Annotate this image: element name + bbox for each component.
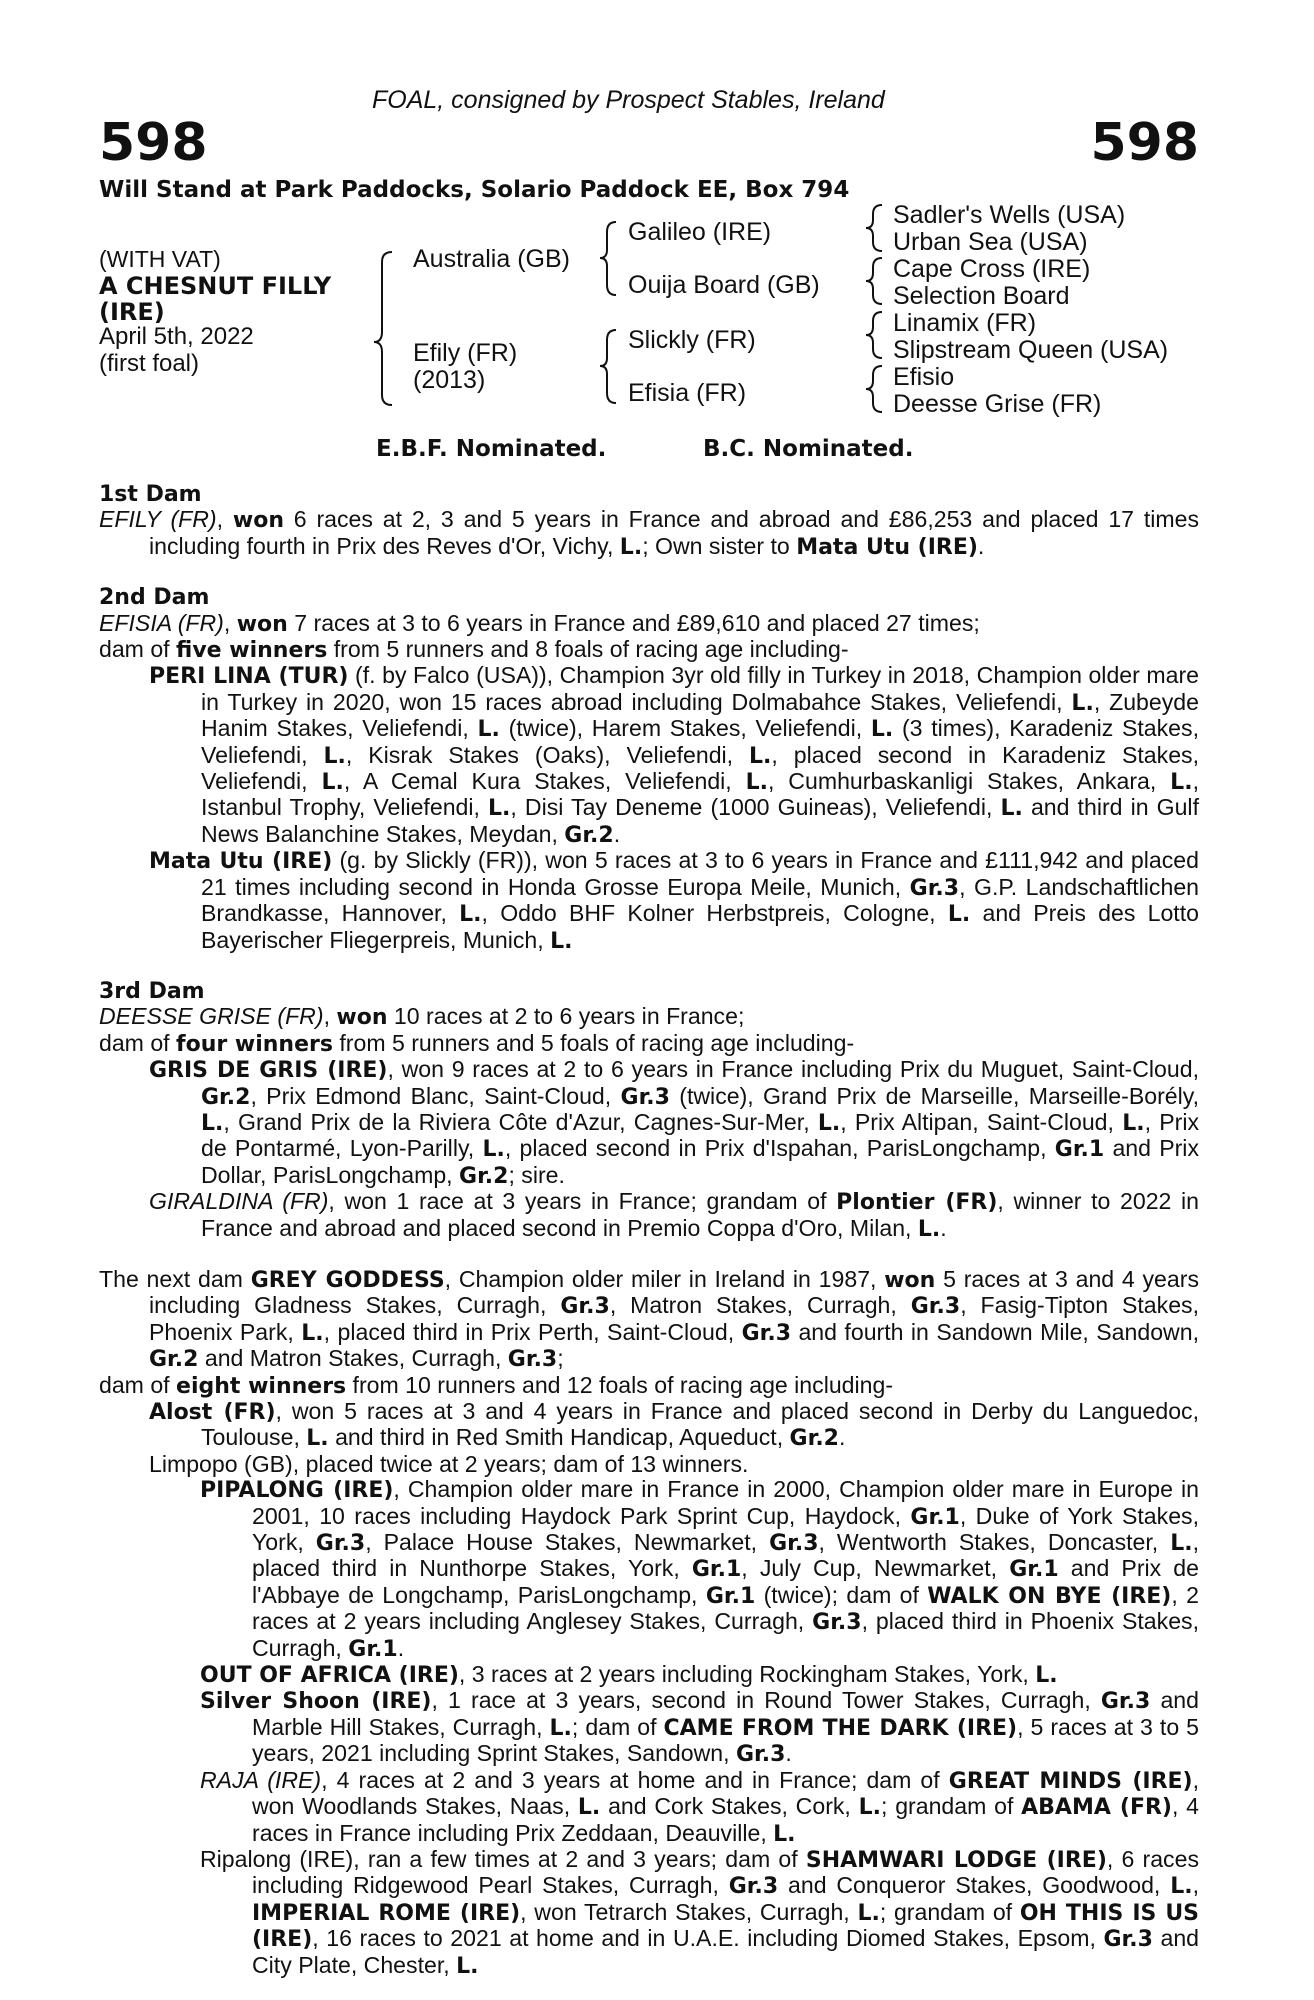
text-run: .	[785, 1740, 792, 1767]
text-run: , placed third in Nunthorpe Stakes, York,	[252, 1529, 1200, 1582]
bold-run: won	[336, 1005, 388, 1031]
dam-sire: Slickly (FR)	[628, 326, 756, 354]
text-run: , placed second in Karadeniz Stakes, Veliefendi,	[201, 741, 1200, 795]
text-run: , G.P. Landschaftlichen Brandkasse, Hannover,	[201, 873, 1200, 927]
bold-run: five winners	[176, 638, 328, 664]
italic-run: DEESSE GRISE (FR)	[99, 1003, 324, 1030]
foal-note: (first foal)	[99, 350, 200, 377]
bold-run: L.	[1170, 770, 1193, 796]
sire: Australia (GB)	[413, 245, 570, 273]
text-run: and Conqueror Stakes, Goodwood,	[778, 1872, 1171, 1899]
bold-run: CAME FROM THE DARK (IRE)	[663, 1715, 1018, 1741]
sire-dam: Ouija Board (GB)	[628, 271, 820, 299]
text-run: dam of	[99, 1029, 177, 1056]
bold-run: Gr.1	[1054, 1137, 1105, 1163]
vat-note: (WITH VAT)	[99, 246, 221, 272]
text-run: ; dam of	[571, 1713, 664, 1740]
text-run: ,	[216, 506, 233, 533]
dam-foaling-year: (2013)	[413, 366, 486, 394]
text-run: 7 races at 3 to 6 years in France and £89,610 and placed 27 times;	[287, 609, 980, 636]
text-run: and City Plate, Chester,	[252, 1925, 1200, 1978]
text-run: Limpopo (GB), placed twice at 2 years; dam of 13 winners.	[149, 1450, 749, 1477]
bold-run: Gr.1	[705, 1583, 756, 1609]
bold-run: eight winners	[176, 1373, 347, 1399]
bold-run: L.	[1035, 1663, 1058, 1689]
text-run: , winner to 2022 in France and abroad and placed second in Premio Coppa d'Oro, Milan,	[201, 1188, 1199, 1241]
text-run: dam of	[99, 1371, 177, 1398]
bold-run: L.	[323, 743, 346, 769]
text-run: , Champion older mare in France in 2000, Champion older mare in Europe in 2001, 10 races including Haydock Park Sprint Cup, Haydock,	[252, 1476, 1199, 1529]
first-dam-record	[99, 507, 1199, 560]
text-run: , 3 races at 2 years including Rockingham Stakes, York,	[458, 1661, 1036, 1688]
lot-number-left: 598	[99, 113, 208, 173]
text-run: , won 1 race at 3 years in France; grandam of	[328, 1188, 837, 1215]
first-dam-heading: 1st Dam	[99, 482, 202, 507]
bold-run: Gr.3	[728, 1874, 779, 1900]
produce-entry	[99, 1189, 1199, 1242]
text-run: , Wentworth Stakes, Doncaster,	[818, 1529, 1171, 1556]
text-run: .	[613, 820, 621, 847]
text-run: , won 5 races at 3 and 4 years in France and placed second in Derby du Languedoc, Toulouse,	[201, 1398, 1199, 1451]
produce-entry	[99, 1477, 1199, 1662]
consignor-line: FOAL, consigned by Prospect Stables, Ireland	[372, 86, 885, 114]
g3-ancestor: Slipstream Queen (USA)	[893, 336, 1169, 364]
bold-run: L.	[488, 796, 511, 822]
bold-run: L.	[459, 902, 482, 928]
bold-run: L.	[550, 928, 573, 954]
italic-run: RAJA (IRE)	[200, 1766, 322, 1793]
bold-run: Gr.3	[507, 1347, 558, 1373]
text-run: from 5 runners and 5 foals of racing age including-	[332, 1029, 855, 1056]
bold-run: Mata Utu (IRE)	[149, 849, 333, 875]
text-run: (twice); dam of	[755, 1581, 928, 1608]
text-run: 10 races at 2 to 6 years in France;	[387, 1003, 745, 1030]
bold-run: L.	[773, 1821, 796, 1847]
bold-run: won	[884, 1267, 936, 1293]
text-run: Ripalong (IRE), ran a few times at 2 and 3 years; dam of	[200, 1845, 806, 1872]
second-dam-produce-summary	[99, 637, 1199, 663]
bold-run: Gr.2	[564, 822, 614, 848]
dam-dam: Efisia (FR)	[628, 379, 747, 407]
lot-number-right: 598	[1090, 113, 1199, 173]
foaling-date: April 5th, 2022	[99, 323, 254, 350]
next-dam-progeny	[99, 1399, 1199, 1979]
bold-run: Gr.3	[741, 1320, 792, 1346]
italic-run: EFISIA (FR)	[99, 609, 224, 636]
produce-entry	[99, 848, 1199, 954]
bold-run: Gr.3	[769, 1531, 819, 1557]
text-run: ; sire.	[508, 1161, 565, 1188]
g3-ancestor: Sadler's Wells (USA)	[893, 201, 1126, 229]
bold-run: L.	[745, 770, 768, 796]
text-run: .	[838, 1424, 846, 1451]
bold-run: L.	[1170, 1874, 1193, 1900]
bold-run: L.	[477, 717, 500, 743]
bold-run: WALK ON BYE (IRE)	[927, 1583, 1172, 1609]
text-run: and Preis des Lotto Bayerischer Fliegerpreis, Munich,	[201, 900, 1199, 953]
bold-run: L.	[306, 1426, 329, 1452]
italic-run: EFILY (FR)	[99, 506, 217, 533]
text-run: , won Tetrarch Stakes, Curragh,	[520, 1898, 858, 1925]
next-dam-record	[99, 1267, 1199, 1373]
bold-run: L.	[917, 1216, 941, 1242]
text-run: , Palace House Stakes, Newmarket,	[365, 1529, 770, 1556]
stabling-location: Will Stand at Park Paddocks, Solario Paddock EE, Box 794	[99, 177, 850, 203]
third-dam-produce-summary	[99, 1031, 1199, 1057]
text-run: and Prix Dollar, ParisLongchamp,	[201, 1135, 1199, 1188]
text-run: .	[397, 1634, 405, 1661]
bold-run: L.	[870, 717, 894, 743]
bold-run: Silver Shoon (IRE)	[200, 1689, 432, 1715]
bold-run: L.	[1000, 796, 1023, 822]
bold-run: Gr.1	[1009, 1557, 1059, 1583]
bold-run: GREAT MINDS (IRE)	[948, 1768, 1193, 1794]
bold-run: Gr.3	[812, 1610, 862, 1636]
text-run: ; Own sister to	[642, 532, 797, 559]
text-run: , placed second in Prix d'Ispahan, ParisLongchamp,	[504, 1135, 1055, 1162]
text-run: , Prix Edmond Blanc, Saint-Cloud,	[250, 1082, 621, 1109]
bold-run: Alost (FR)	[149, 1400, 276, 1425]
text-run: dam of	[99, 636, 177, 663]
bold-run: Gr.3	[910, 1294, 961, 1320]
text-run: , Istanbul Trophy, Veliefendi,	[201, 768, 1199, 821]
bold-run: L.	[577, 1795, 601, 1821]
produce-entry	[99, 1662, 1199, 1688]
text-run: from 5 runners and 8 foals of racing age including-	[327, 636, 849, 663]
text-run: , 16 races to 2021 at home and in U.A.E. including Diomed Stakes, Epsom,	[312, 1925, 1104, 1952]
g3-ancestor: Cape Cross (IRE)	[893, 255, 1091, 283]
text-run: .	[977, 532, 985, 559]
text-run: , Kisrak Stakes (Oaks), Veliefendi,	[345, 741, 750, 768]
text-run: , Duke of York Stakes, York,	[252, 1502, 1200, 1556]
sire-sire: Galileo (IRE)	[628, 218, 772, 246]
text-run: , Prix Altipan, Saint-Cloud,	[840, 1108, 1123, 1135]
text-run: and third in Gulf News Balanchine Stakes, Meydan,	[201, 794, 1199, 847]
text-run: (twice), Grand Prix de Marseille, Marseille-Borély,	[669, 1082, 1199, 1109]
text-run: , Champion older miler in Ireland in 1987,	[444, 1265, 885, 1292]
g3-ancestor: Linamix (FR)	[893, 309, 1037, 337]
second-dam-heading: 2nd Dam	[99, 585, 210, 611]
text-run: , placed third in Prix Perth, Saint-Cloud,	[323, 1318, 742, 1345]
bold-run: L.	[749, 743, 772, 769]
bold-run: L.	[482, 1137, 505, 1163]
text-run: , Disi Tay Deneme (1000 Guineas), Veliefendi,	[510, 794, 1001, 821]
dam: Efily (FR)	[413, 339, 518, 367]
text-run: ,	[223, 609, 237, 636]
bold-run: OH THIS IS US (IRE)	[252, 1900, 1200, 1953]
text-run: ;	[557, 1345, 564, 1372]
bold-run: L.	[456, 1953, 479, 1979]
produce-entry	[99, 1847, 1199, 1979]
bold-run: L.	[1170, 1531, 1193, 1557]
bold-run: L.	[201, 1110, 224, 1136]
text-run: ; grandam of	[879, 1898, 1020, 1925]
bold-run: Gr.3	[909, 875, 960, 901]
text-run: , Matron Stakes, Curragh,	[609, 1292, 911, 1319]
text-run: and Prix de l'Abbaye de Longchamp, ParisLongchamp,	[252, 1555, 1199, 1608]
next-dam-produce-summary	[99, 1373, 1199, 1399]
text-run: 6 races at 2, 3 and 5 years in France and abroad and £86,253 and placed 17 times including fourth in Prix des Reves d'Or, Vichy,	[149, 506, 1199, 559]
text-run: , 2 races at 2 years including Anglesey Stakes, Curragh,	[252, 1581, 1199, 1635]
bold-run: L.	[619, 534, 643, 560]
third-dam-heading: 3rd Dam	[99, 978, 205, 1004]
text-run: , Cumhurbaskanligi Stakes, Ankara,	[768, 768, 1171, 795]
catalogue-body	[99, 482, 1199, 1979]
bold-run: four winners	[176, 1031, 333, 1057]
text-run: .	[940, 1214, 947, 1241]
g3-ancestor: Selection Board	[893, 282, 1070, 310]
bold-run: Gr.3	[1100, 1689, 1151, 1715]
bold-run: Gr.2	[201, 1084, 251, 1110]
text-run: , Oddo BHF Kolner Herbstpreis, Cologne,	[481, 900, 948, 927]
bold-run: won	[236, 611, 288, 637]
bold-run: SHAMWARI LODGE (IRE)	[805, 1847, 1107, 1873]
text-run: , won 9 races at 2 to 6 years in France including Prix du Muguet, Saint-Cloud,	[387, 1056, 1200, 1083]
bold-run: L.	[321, 770, 344, 796]
produce-entry	[99, 1057, 1199, 1189]
bold-run: Gr.1	[691, 1557, 742, 1583]
bold-run: L.	[1122, 1110, 1145, 1136]
bold-run: L.	[301, 1320, 324, 1346]
bold-run: Mata Utu (IRE)	[796, 534, 978, 560]
bold-run: Gr.3	[1103, 1927, 1153, 1953]
bold-run: Gr.2	[459, 1163, 509, 1189]
text-run: , Prix de Pontarmé, Lyon-Parilly,	[201, 1108, 1199, 1162]
lot-name-line2: (IRE)	[99, 298, 165, 326]
bold-run: Gr.2	[149, 1347, 199, 1373]
text-run: (3 times), Karadeniz Stakes, Veliefendi,	[201, 715, 1199, 768]
text-run: and third in Red Smith Handicap, Aqueduct,	[328, 1424, 790, 1451]
bold-run: PIPALONG (IRE)	[200, 1478, 394, 1504]
produce-entry	[99, 1452, 1199, 1477]
text-run: from 10 runners and 12 foals of racing age including-	[346, 1371, 894, 1398]
produce-entry	[99, 663, 1199, 848]
bold-run: L.	[1071, 690, 1094, 716]
bold-run: Gr.3	[620, 1084, 670, 1110]
text-run: , Fasig-Tipton Stakes, Phoenix Park,	[149, 1292, 1199, 1345]
bold-run: GREY GODDESS	[250, 1267, 445, 1293]
text-run: , won Woodlands Stakes, Naas,	[252, 1766, 1200, 1820]
bold-run: Plontier (FR)	[836, 1190, 998, 1216]
text-run: (g. by Slickly (FR)), won 5 races at 3 to 6 years in France and £111,942 and placed 21 times including second in Honda Grosse Europa Meile, Munich,	[201, 847, 1199, 900]
text-run: , Zubeyde Hanim Stakes, Veliefendi,	[201, 688, 1199, 742]
bold-run: PERI LINA (TUR)	[149, 664, 349, 690]
italic-run: GIRALDINA (FR)	[149, 1188, 329, 1215]
text-run: , A Cemal Kura Stakes, Veliefendi,	[343, 768, 746, 795]
text-run: , 4 races in France including Prix Zeddaan, Deauville,	[252, 1793, 1199, 1846]
bold-run: Gr.2	[789, 1426, 839, 1452]
bold-run: Gr.1	[348, 1636, 398, 1662]
second-dam-record	[99, 611, 1199, 637]
text-run: ,	[323, 1003, 337, 1030]
bold-run: L.	[549, 1715, 572, 1741]
produce-entry	[99, 1768, 1199, 1847]
bold-run: IMPERIAL ROME (IRE)	[252, 1900, 521, 1926]
text-run: ; grandam of	[881, 1793, 1022, 1820]
text-run: and Matron Stakes, Curragh,	[198, 1345, 508, 1372]
g3-ancestor: Efisio	[893, 363, 955, 391]
text-run: , placed third in Phoenix Stakes, Curragh,	[252, 1608, 1199, 1661]
text-run: , 1 race at 3 years, second in Round Tower Stakes, Curragh,	[431, 1687, 1101, 1714]
text-run: (twice), Harem Stakes, Veliefendi,	[499, 715, 871, 742]
bold-run: won	[232, 508, 284, 534]
bold-run: Gr.3	[315, 1531, 366, 1557]
text-run: and fourth in Sandown Mile, Sandown,	[791, 1318, 1199, 1345]
bold-run: OUT OF AFRICA (IRE)	[200, 1663, 459, 1689]
bold-run: Gr.3	[735, 1742, 786, 1768]
text-run: The next dam	[99, 1265, 251, 1292]
bold-run: Gr.1	[910, 1504, 960, 1530]
g3-ancestor: Deesse Grise (FR)	[893, 390, 1102, 418]
text-run: (f. by Falco (USA)), Champion 3yr old filly in Turkey in 2018, Champion older mare in Turkey in 2020, won 15 races abroad including Dolmabahce Stakes, Veliefendi,	[201, 662, 1199, 715]
bold-run: Gr.3	[560, 1294, 610, 1320]
text-run: , Grand Prix de la Riviera Côte d'Azur, Cagnes-Sur-Mer,	[223, 1108, 818, 1135]
bold-run: GRIS DE GRIS (IRE)	[149, 1058, 388, 1084]
bold-run: L.	[858, 1795, 882, 1821]
bc-nomination: B.C. Nominated.	[703, 436, 914, 462]
third-dam-record	[99, 1004, 1199, 1030]
text-run: , 6 races including Ridgewood Pearl Stakes, Curragh,	[252, 1845, 1199, 1899]
text-run: and Cork Stakes, Cork,	[600, 1793, 859, 1820]
bold-run: ABAMA (FR)	[1021, 1795, 1172, 1821]
bold-run: L.	[857, 1900, 880, 1926]
produce-entry	[99, 1399, 1199, 1452]
text-run: , 5 races at 3 to 5 years, 2021 including Sprint Stakes, Sandown,	[252, 1713, 1199, 1767]
text-run: and Marble Hill Stakes, Curragh,	[252, 1687, 1199, 1740]
bold-run: L.	[817, 1110, 841, 1136]
produce-entry	[99, 1688, 1199, 1767]
text-run: , 4 races at 2 and 3 years at home and in France; dam of	[321, 1766, 949, 1793]
g3-ancestor: Urban Sea (USA)	[893, 228, 1088, 256]
ebf-nomination: E.B.F. Nominated.	[376, 436, 607, 462]
text-run: ,	[1192, 1872, 1199, 1899]
lot-name-line1: A CHESNUT FILLY	[99, 272, 332, 300]
bold-run: L.	[947, 902, 971, 928]
text-run: 5 races at 3 and 4 years including Gladness Stakes, Curragh,	[149, 1265, 1199, 1319]
text-run: , July Cup, Newmarket,	[741, 1555, 1010, 1582]
